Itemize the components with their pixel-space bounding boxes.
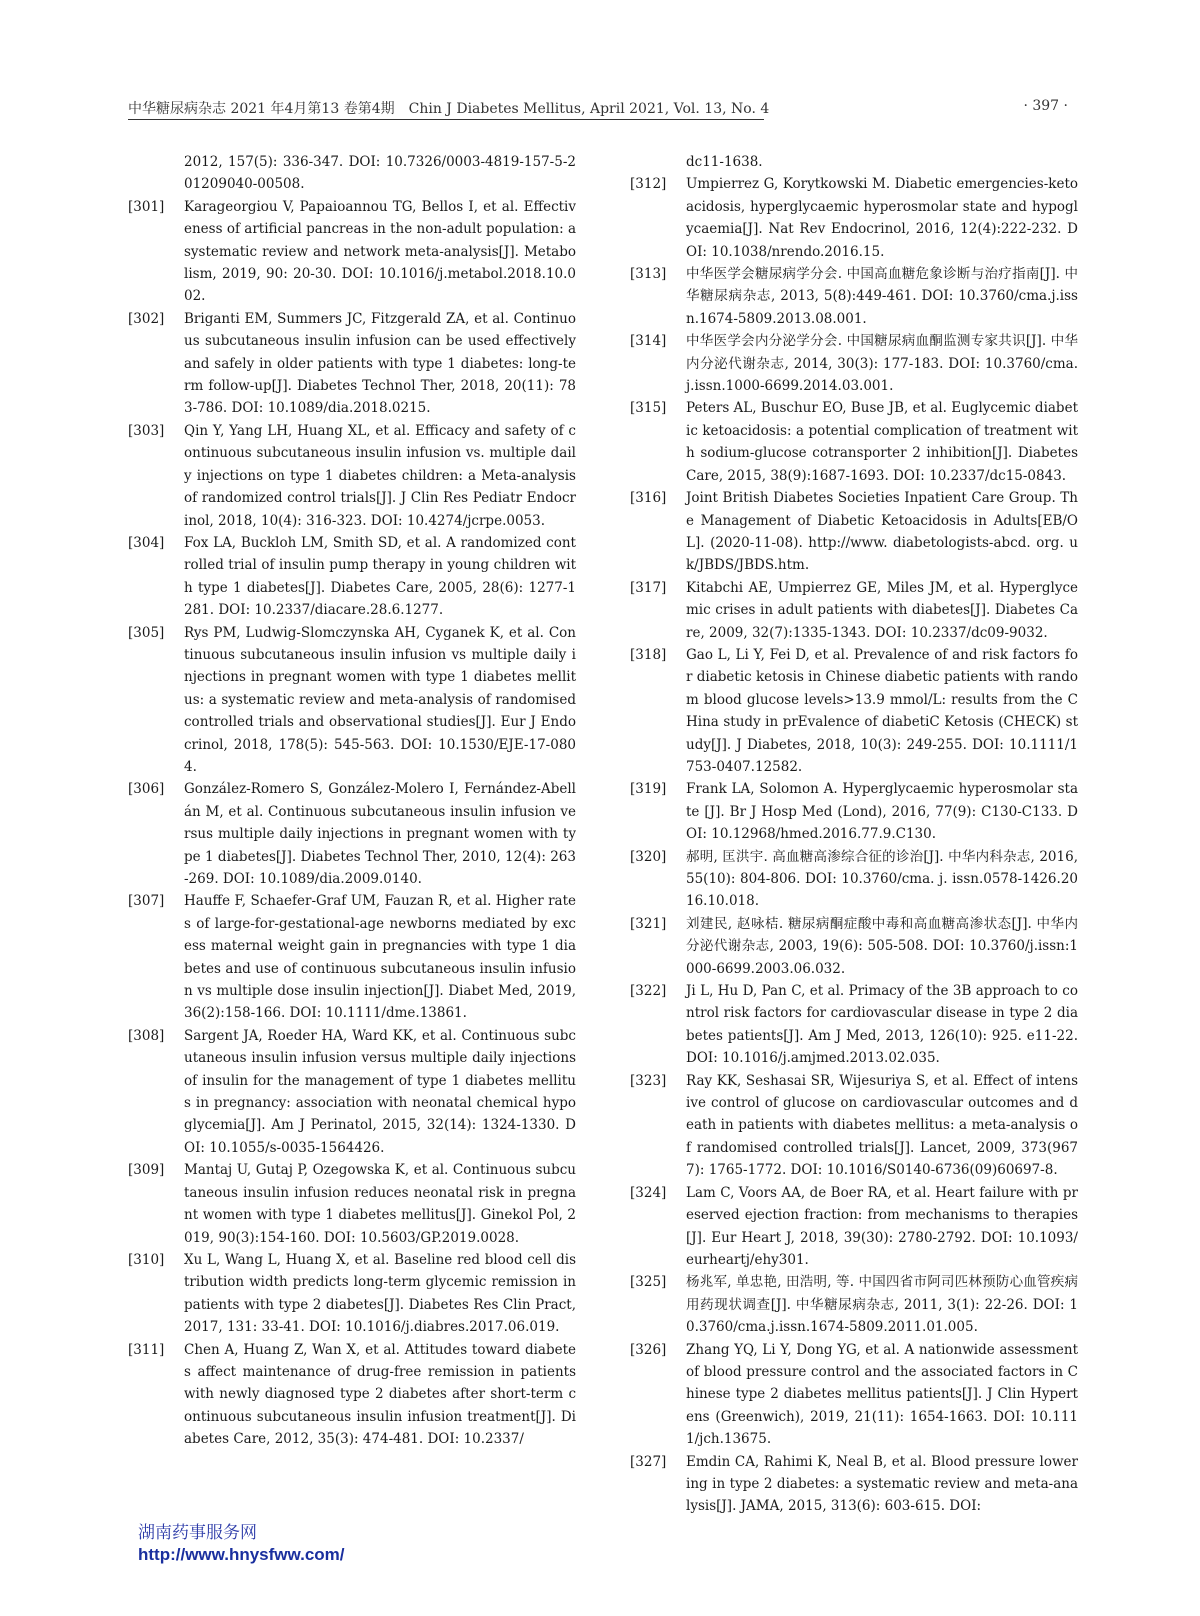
reference-number: [317] — [630, 579, 667, 596]
reference-number: [307] — [128, 893, 165, 910]
reference-continuation: dc11-1638. — [686, 154, 763, 170]
reference-entry — [128, 1159, 576, 1249]
reference-number: [326] — [630, 1341, 667, 1358]
reference-entry — [128, 532, 576, 622]
reference-text: Frank LA, Solomon A. Hyperglycaemic hyperosmolar state [J]. Br J Hosp Med (Lond), 2016, 77(9): C130-C133. DOI: 10.12968/hmed.2016.77.9.C130. — [686, 781, 1078, 843]
reference-column-right — [630, 151, 1078, 1518]
reference-number: [312] — [630, 176, 667, 193]
reference-number: [320] — [630, 848, 667, 865]
reference-entry — [128, 1249, 576, 1339]
reference-text: Zhang YQ, Li Y, Dong YG, et al. A nationwide assessment of blood pressure control and the associated factors in Chinese type 2 diabetes mellitus patients[J]. J Clin Hypertens (Greenwich), 2019, 21(11): 1654-1663. DOI: 10.1111/jch.13675. — [686, 1341, 1078, 1448]
reference-number: [309] — [128, 1162, 165, 1179]
reference-entry — [630, 487, 1078, 577]
reference-text: 中华医学会糖尿病学分会. 中国高血糖危象诊断与治疗指南[J]. 中华糖尿病杂志, 2013, 5(8):449-461. DOI: 10.3760/cma.j.issn.1674-5809.2013.08.001. — [686, 266, 1078, 327]
reference-number: [305] — [128, 624, 165, 641]
reference-number: [322] — [630, 983, 667, 1000]
reference-text: 郝明, 匡洪宇. 高血糖高渗综合征的诊治[J]. 中华内科杂志, 2016, 55(10): 804-806. DOI: 10.3760/cma. j. issn.0578-1426.2016.10.018. — [686, 848, 1078, 910]
reference-number: [311] — [128, 1341, 165, 1358]
reference-column-left — [128, 151, 576, 1451]
reference-text: Hauffe F, Schaefer-Graf UM, Fauzan R, et al. Higher rates of large-for-gestational-age newborns mediated by excess maternal weight gain in pregnancies with type 1 diabetes and use of continuous subcutaneous insulin infusion vs multiple dose insulin injection[J]. Diabet Med, 2019, 36(2):158-166. DOI: 10.1111/dme.13861. — [184, 893, 576, 1022]
reference-list-left — [128, 196, 576, 1451]
reference-text: Kitabchi AE, Umpierrez GE, Miles JM, et al. Hyperglycemic crises in adult patients with diabetes[J]. Diabetes Care, 2009, 32(7):1335-1343. DOI: 10.2337/dc09-9032. — [686, 579, 1078, 641]
reference-number: [325] — [630, 1274, 667, 1291]
reference-entry — [128, 890, 576, 1024]
reference-continuation: 2012, 157(5): 336-347. DOI: 10.7326/0003-4819-157-5-201209040-00508. — [184, 154, 576, 193]
reference-number: [303] — [128, 422, 165, 439]
page-number: · 397 · — [1023, 98, 1068, 114]
reference-number: [316] — [630, 490, 667, 507]
journal-running-head: 中华糖尿病杂志 2021 年4月第13 卷第4期 Chin J Diabetes Mellitus, April 2021, Vol. 13, No. 4 — [128, 101, 770, 117]
reference-text: Mantaj U, Gutaj P, Ozegowska K, et al. Continuous subcutaneous insulin infusion reduces neonatal risk in pregnant women with type 1 diabetes mellitus[J]. Ginekol Pol, 2019, 90(3):154-160. DOI: 10.5603/GP.2019.0028. — [184, 1162, 576, 1246]
reference-text: 中华医学会内分泌学分会. 中国糖尿病血酮监测专家共识[J]. 中华内分泌代谢杂志, 2014, 30(3): 177-183. DOI: 10.3760/cma.j.issn.1000-6699.2014.03.001. — [686, 333, 1078, 395]
running-header — [128, 96, 1068, 120]
reference-entry — [630, 913, 1078, 980]
reference-entry — [630, 778, 1078, 845]
reference-number: [315] — [630, 400, 667, 417]
reference-entry — [630, 173, 1078, 263]
reference-text: 刘建民, 赵咏桔. 糖尿病酮症酸中毒和高血糖高渗状态[J]. 中华内分泌代谢杂志, 2003, 19(6): 505-508. DOI: 10.3760/j.issn:1000-6699.2003.06.032. — [686, 915, 1078, 977]
reference-text: Karageorgiou V, Papaioannou TG, Bellos I, et al. Effectiveness of artificial pancreas in the non-adult population: a systematic review and network meta-analysis[J]. Metabolism, 2019, 90: 20-30. DOI: 10.1016/j.metabol.2018.10.002. — [184, 198, 576, 305]
watermark-site-name: 湖南药事服务网 — [138, 1523, 257, 1542]
site-watermark — [138, 1518, 345, 1565]
reference-text: Sargent JA, Roeder HA, Ward KK, et al. Continuous subcutaneous insulin infusion versus multiple daily injections of insulin for the management of type 1 diabetes mellitus in pregnancy: association with neonatal chemical hypoglycemia[J]. Am J Perinatol, 2015, 32(14): 1324-1330. DOI: 10.1055/s-0035-1564426. — [184, 1027, 576, 1156]
reference-number: [318] — [630, 646, 667, 663]
reference-number: [327] — [630, 1453, 667, 1470]
reference-text: Peters AL, Buschur EO, Buse JB, et al. Euglycemic diabetic ketoacidosis: a potential complication of treatment with sodium-glucose cotransporter 2 inhibition[J]. Diabetes Care, 2015, 38(9):1687-1693. DOI: 10.2337/dc15-0843. — [686, 400, 1078, 484]
reference-number: [310] — [128, 1251, 165, 1268]
reference-entry — [630, 263, 1078, 330]
reference-text: Fox LA, Buckloh LM, Smith SD, et al. A randomized controlled trial of insulin pump therapy in young children with type 1 diabetes[J]. Diabetes Care, 2005, 28(6): 1277-1281. DOI: 10.2337/diacare.28.6.1277. — [184, 534, 576, 619]
reference-number: [321] — [630, 915, 667, 932]
reference-entry — [128, 1339, 576, 1451]
reference-text: Rys PM, Ludwig-Slomczynska AH, Cyganek K, et al. Continuous subcutaneous insulin infusion vs multiple daily injections in pregnant women with type 1 diabetes mellitus: a systematic review and meta-analysis of randomised controlled trials and observational studies[J]. Eur J Endocrinol, 2018, 178(5): 545-563. DOI: 10.1530/EJE-17-0804. — [184, 624, 576, 775]
reference-text: Emdin CA, Rahimi K, Neal B, et al. Blood pressure lowering in type 2 diabetes: a systematic review and meta-analysis[J]. JAMA, 2015, 313(6): 603-615. DOI: — [686, 1453, 1078, 1515]
reference-entry — [630, 577, 1078, 644]
reference-text: Ji L, Hu D, Pan C, et al. Primacy of the 3B approach to control risk factors for cardiovascular disease in type 2 diabetes patients[J]. Am J Med, 2013, 126(10): 925. e11-22. DOI: 10.1016/j.amjmed.2013.02.035. — [686, 983, 1078, 1067]
reference-number: [308] — [128, 1027, 165, 1044]
reference-text: Lam C, Voors AA, de Boer RA, et al. Heart failure with preserved ejection fraction: from mechanisms to therapies[J]. Eur Heart J, 2018, 39(30): 2780-2792. DOI: 10.1093/eurheartj/ehy301. — [686, 1184, 1078, 1268]
reference-entry — [630, 846, 1078, 913]
reference-entry — [128, 622, 576, 779]
reference-entry — [128, 1025, 576, 1159]
reference-text: Qin Y, Yang LH, Huang XL, et al. Efficacy and safety of continuous subcutaneous insulin infusion vs. multiple daily injections on type 1 diabetes children: a Meta-analysis of randomized control trials[J]. J Clin Res Pediatr Endocrinol, 2018, 10(4): 316-323. DOI: 10.4274/jcrpe.0053. — [184, 422, 576, 529]
reference-list-right — [630, 173, 1078, 1517]
reference-number: [306] — [128, 781, 165, 798]
reference-number: [314] — [630, 333, 667, 350]
reference-entry — [630, 1451, 1078, 1518]
header-rule — [128, 119, 764, 120]
reference-entry — [630, 1070, 1078, 1182]
reference-entry — [630, 397, 1078, 487]
reference-entry — [630, 644, 1078, 778]
reference-number: [323] — [630, 1072, 667, 1089]
reference-text: Joint British Diabetes Societies Inpatient Care Group. The Management of Diabetic Ketoacidosis in Adults[EB/OL]. (2020-11-08). http://www. diabetologists-abcd. org. uk/JBDS/JBDS.htm. — [686, 490, 1078, 574]
reference-entry — [128, 420, 576, 532]
reference-number: [301] — [128, 198, 165, 215]
reference-number: [304] — [128, 534, 165, 551]
reference-number: [313] — [630, 266, 667, 283]
reference-text: Briganti EM, Summers JC, Fitzgerald ZA, et al. Continuous subcutaneous insulin infusion can be used effectively and safely in older patients with type 1 diabetes: long-term follow-up[J]. Diabetes Technol Ther, 2018, 20(11): 783-786. DOI: 10.1089/dia.2018.0215. — [184, 310, 576, 417]
watermark-site-url[interactable]: http://www.hnysfww.com/ — [138, 1545, 345, 1564]
reference-text: Xu L, Wang L, Huang X, et al. Baseline red blood cell distribution width predicts long-term glycemic remission in patients with type 2 diabetes[J]. Diabetes Res Clin Pract, 2017, 131: 33-41. DOI: 10.1016/j.diabres.2017.06.019. — [184, 1251, 576, 1336]
reference-entry — [128, 196, 576, 308]
reference-entry — [630, 1339, 1078, 1451]
reference-text: 杨兆军, 单忠艳, 田浩明, 等. 中国四省市阿司匹林预防心血管疾病用药现状调查[J]. 中华糖尿病杂志, 2011, 3(1): 22-26. DOI: 10.3760/cma.j.issn.1674-5809.2011.01.005. — [686, 1274, 1078, 1336]
reference-entry — [630, 330, 1078, 397]
reference-text: González-Romero S, González-Molero I, Fernández-Abellán M, et al. Continuous subcutaneous insulin infusion versus multiple daily injections in pregnant women with type 1 diabetes[J]. Diabetes Technol Ther, 2010, 12(4): 263-269. DOI: 10.1089/dia.2009.0140. — [184, 781, 576, 887]
reference-text: Gao L, Li Y, Fei D, et al. Prevalence of and risk factors for diabetic ketosis in Chinese diabetic patients with random blood glucose levels>13.9 mmol/L: results from the CHina study in prEvalence of diabetiC Ketosis (CHECK) study[J]. J Diabetes, 2018, 10(3): 249-255. DOI: 10.1111/1753-0407.12582. — [686, 646, 1078, 775]
reference-entry — [128, 308, 576, 420]
reference-entry — [630, 1271, 1078, 1338]
reference-text: Ray KK, Seshasai SR, Wijesuriya S, et al. Effect of intensive control of glucose on cardiovascular outcomes and death in patients with diabetes mellitus: a meta-analysis of randomised controlled trials[J]. Lancet, 2009, 373(9677): 1765-1772. DOI: 10.1016/S0140-6736(09)60697-8. — [686, 1072, 1078, 1179]
reference-entry — [128, 778, 576, 890]
reference-number: [324] — [630, 1184, 667, 1201]
reference-number: [302] — [128, 310, 165, 327]
reference-text: Umpierrez G, Korytkowski M. Diabetic emergencies-ketoacidosis, hyperglycaemic hyperosmolar state and hypoglycaemia[J]. Nat Rev Endocrinol, 2016, 12(4):222-232. DOI: 10.1038/nrendo.2016.15. — [686, 176, 1078, 260]
reference-entry — [630, 980, 1078, 1070]
reference-number: [319] — [630, 781, 667, 798]
reference-entry — [630, 1182, 1078, 1272]
reference-text: Chen A, Huang Z, Wan X, et al. Attitudes toward diabetes affect maintenance of drug-free remission in patients with newly diagnosed type 2 diabetes after short-term continuous subcutaneous insulin infusion treatment[J]. Diabetes Care, 2012, 35(3): 474-481. DOI: 10.2337/ — [184, 1341, 576, 1448]
